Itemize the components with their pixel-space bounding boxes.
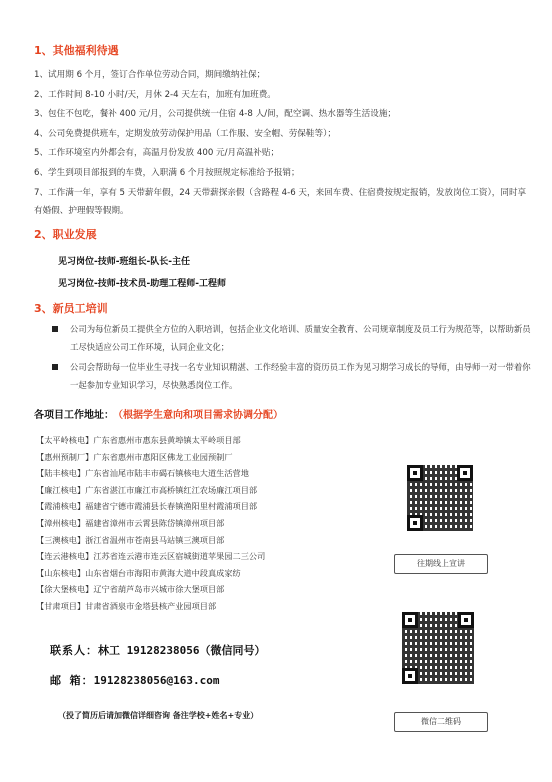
project-item: 【陆丰核电】广东省汕尾市陆丰市碣石镇核电大道生活营地 [36, 468, 249, 479]
benefit-item: 6、学生到项目部报到的车费，入职满 6 个月按照规定标准给予报销； [34, 167, 300, 178]
square-bullet-icon [52, 364, 58, 370]
contact-person [50, 642, 265, 658]
project-item: 【惠州预制厂】广东省惠州市惠阳区佛龙工业园预制厂 [36, 451, 233, 462]
contact-email-label: 邮 箱： [50, 674, 94, 687]
project-item: 【廉江核电】广东省湛江市廉江市高桥镇红江农场廉江项目部 [36, 484, 258, 495]
address-title: 各项目工作地址： [34, 410, 114, 421]
qr-finder-icon [402, 612, 418, 628]
qr-caption-wechat: 微信二维码 [394, 712, 488, 732]
qr-finder-icon [402, 668, 418, 684]
project-item: 【甘肃项目】甘肃省酒泉市金塔县核产业园项目部 [36, 600, 217, 611]
address-note: （根据学生意向和项目需求协调分配） [118, 410, 283, 421]
project-item: 【太平岭核电】广东省惠州市惠东县黄埠镇太平岭项目部 [36, 435, 241, 445]
benefit-item: 3、包住不包吃，餐补 400 元/月，公司提供统一住宿 4-8 人/间，配空调、热水器等生活设施； [34, 109, 397, 119]
benefit-item: 1、试用期 6 个月，签订合作单位劳动合同，期间缴纳社保； [34, 70, 266, 80]
benefit-item: 7、工作满一年，享有 5 天带薪年假，24 天带薪探亲假（含路程 4-6 天，来回车费、住宿费按规定报销，发放岗位工资），同时享有婚假、护理假等假期。 [34, 188, 527, 216]
section-title-benefits: 1、其他福利待遇 [34, 44, 119, 57]
training-item [52, 320, 532, 356]
qr-caption-lecture: 往期线上宣讲 [394, 554, 488, 574]
project-list [36, 432, 366, 615]
contact-email [50, 672, 219, 688]
training-list [52, 320, 532, 396]
footnote: （投了简历后请加微信详细咨询 备注学校+姓名+专业） [58, 711, 259, 720]
career-path-1: 见习岗位-技师-班组长-队长-主任 [58, 257, 190, 267]
project-item: 【徐大堡核电】辽宁省葫芦岛市兴城市徐大堡项目部 [36, 584, 225, 595]
qr-finder-icon [458, 612, 474, 628]
training-text: 公司会帮助每一位毕业生寻找一名专业知识精湛、工作经验丰富的资历员工作为见习期学习成长的导师，由导师一对一带着你一起参加专业知识学习，尽快熟悉岗位工作。 [70, 362, 531, 390]
training-item [52, 358, 532, 394]
project-item: 【三澳核电】浙江省温州市苍南县马站镇三澳项目部 [36, 534, 225, 545]
project-item: 【山东核电】山东省烟台市海阳市黄海大道中段真成家纺 [36, 567, 241, 578]
qr-code-lecture[interactable] [407, 465, 473, 531]
training-text: 公司为每位新员工提供全方位的入职培训，包括企业文化培训、质量安全教育、公司规章制度及员工行为规范等，以帮助新员工尽快适应公司工作环境，认同企业文化； [70, 324, 531, 352]
benefits-list [34, 66, 529, 220]
contact-person-value: 林工 19128238056（微信同号） [98, 644, 266, 657]
project-item: 【连云港核电】江苏省连云港市连云区宿城街道苹果园二三公司 [36, 551, 266, 562]
benefit-item: 4、公司免费提供班车，定期发放劳动保护用品（工作服、安全帽、劳保鞋等）； [34, 128, 336, 139]
project-item: 【霞浦核电】福建省宁德市霞浦县长春镇渔阳里村霞浦项目部 [36, 501, 258, 512]
benefit-item: 5、工作环境室内外都会有，高温月份发放 400 元/月高温补贴； [34, 148, 280, 158]
square-bullet-icon [52, 326, 58, 332]
qr-finder-icon [457, 465, 473, 481]
section-title-career: 2、职业发展 [34, 228, 97, 241]
qr-code-wechat[interactable] [402, 612, 474, 684]
career-path-2: 见习岗位-技师-技术员-助理工程师-工程师 [58, 279, 226, 289]
contact-email-value[interactable]: 19128238056@163.com [93, 674, 220, 687]
address-heading [34, 406, 283, 421]
benefit-item: 2、工作时间 8-10 小时/天，月休 2-4 天左右，加班有加班费。 [34, 89, 276, 100]
contact-person-label: 联系人： [50, 644, 98, 657]
section-title-training: 3、新员工培训 [34, 302, 108, 315]
qr-finder-icon [407, 465, 423, 481]
project-item: 【漳州核电】福建省漳州市云霄县陈岱镇漳州项目部 [36, 517, 225, 528]
qr-finder-icon [407, 515, 423, 531]
